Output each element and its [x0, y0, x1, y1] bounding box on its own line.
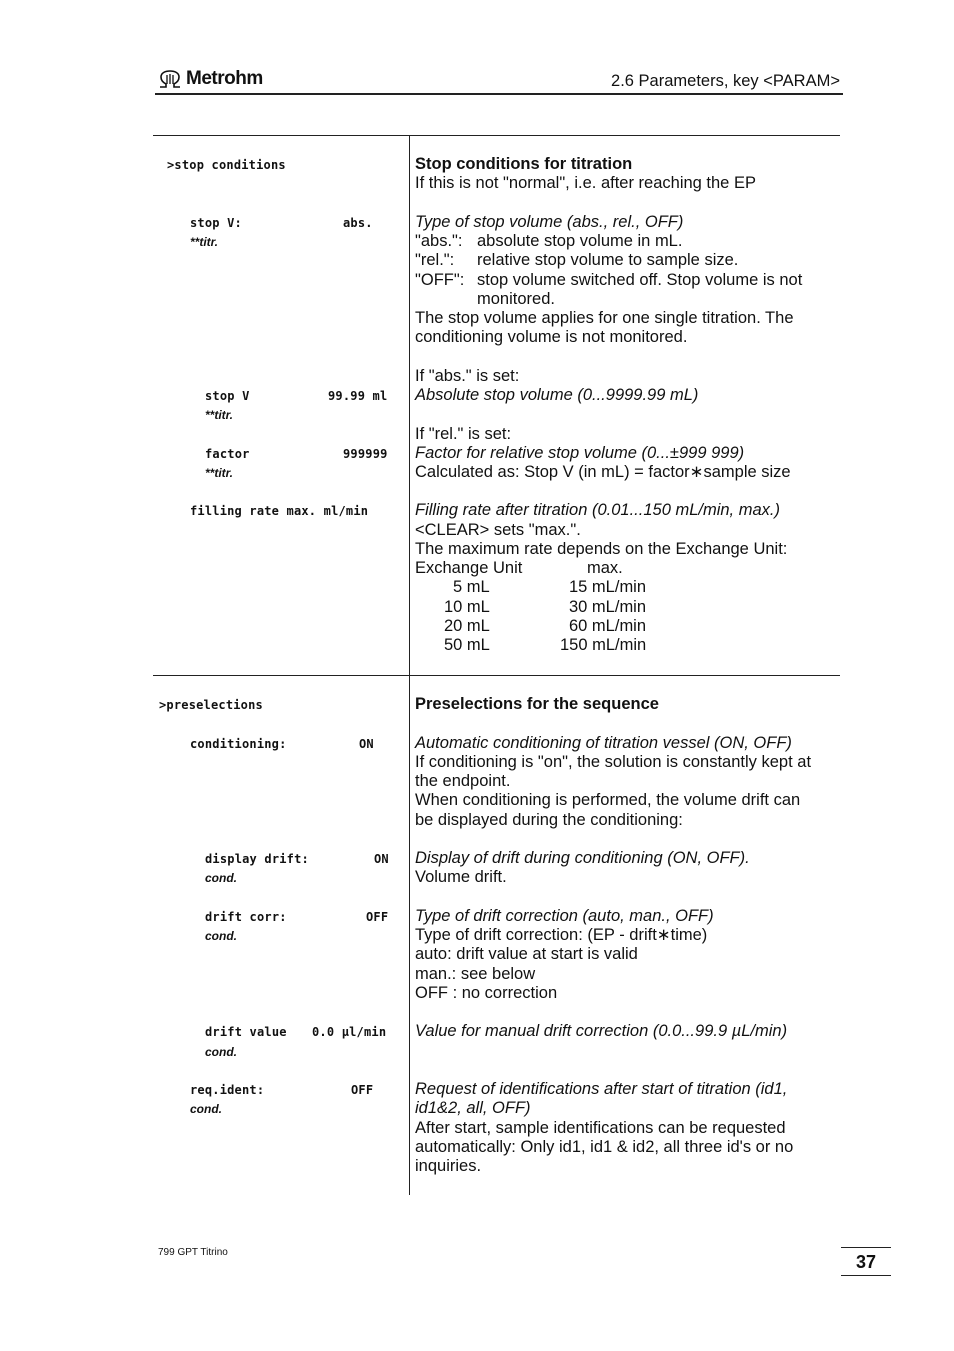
req-ident-title-1: Request of identifications after start of titration (id1, [415, 1080, 788, 1098]
brand-name: Metrohm [186, 68, 263, 89]
if-abs-label: If "abs." is set: [415, 367, 520, 385]
exchange-unit-header: Exchange Unit [415, 559, 523, 577]
req-ident-line-2: automatically: Only id1, id1 & id2, all three id's or no [415, 1138, 794, 1156]
off-desc: stop volume switched off. Stop volume is not [477, 271, 803, 289]
drift-corr-line-4: OFF : no correction [415, 984, 558, 1002]
abs-key: "abs.": [415, 232, 463, 250]
req-ident-title-2: id1&2, all, OFF) [415, 1099, 531, 1117]
rel-key: "rel.": [415, 251, 455, 269]
req-ident-line-3: inquiries. [415, 1157, 482, 1175]
column-divider [409, 135, 410, 1195]
rel-desc: relative stop volume to sample size. [477, 251, 739, 269]
display-drift-title: Display of drift during conditioning (ON, OFF). [415, 849, 750, 867]
unit-row-rate: 30 mL/min [569, 598, 647, 616]
req-ident-sublabel: cond. [190, 1102, 222, 1116]
display-drift-value: ON [374, 852, 389, 866]
conditioning-title: Automatic conditioning of titration vessel (ON, OFF) [415, 734, 792, 752]
drift-value-value: 0.0 µl/min [312, 1025, 387, 1039]
unit-row-rate: 60 mL/min [569, 617, 647, 635]
preselections-heading: >preselections [159, 698, 263, 712]
off-key: "OFF": [415, 271, 465, 289]
footer-product: 799 GPT Titrino [158, 1247, 228, 1258]
max-header: max. [587, 559, 623, 577]
stop-v-label: stop V: [190, 216, 242, 230]
stop-conditions-title: Stop conditions for titration [415, 155, 633, 173]
off-desc-cont: monitored. [477, 290, 555, 308]
table-middle-rule [153, 675, 840, 676]
drift-corr-line-3: man.: see below [415, 965, 536, 983]
conditioning-line-3: When conditioning is performed, the volume drift can [415, 791, 801, 809]
stop-v-sublabel: **titr. [190, 235, 219, 249]
stop-conditions-subtitle: If this is not "normal", i.e. after reaching the EP [415, 174, 756, 192]
stop-volume-sublabel: **titr. [205, 408, 234, 422]
drift-corr-value: OFF [366, 910, 389, 924]
conditioning-label: conditioning: [190, 737, 287, 751]
factor-label: factor [205, 447, 250, 461]
applies-line-1: The stop volume applies for one single titration. The [415, 309, 794, 327]
drift-value-label: drift value [205, 1025, 287, 1039]
clear-note: <CLEAR> sets "max.". [415, 521, 581, 539]
factor-range: Factor for relative stop volume (0...±999 999) [415, 444, 745, 462]
filling-rate-label: filling rate max. ml/min [190, 504, 369, 518]
factor-value: 999999 [343, 447, 388, 461]
stop-type-title: Type of stop volume (abs., rel., OFF) [415, 213, 684, 231]
abs-desc: absolute stop volume in mL. [477, 232, 683, 250]
unit-row-unit: 5 mL [453, 578, 490, 596]
unit-row-rate: 15 mL/min [569, 578, 647, 596]
section-title: 2.6 Parameters, key <PARAM> [611, 72, 840, 90]
req-ident-label: req.ident: [190, 1083, 265, 1097]
if-rel-label: If "rel." is set: [415, 425, 512, 443]
unit-row-unit: 50 mL [444, 636, 490, 654]
applies-line-2: conditioning volume is not monitored. [415, 328, 688, 346]
stop-volume-value: 99.99 ml [328, 389, 388, 403]
unit-row-unit: 10 mL [444, 598, 490, 616]
drift-corr-line-2: auto: drift value at start is valid [415, 945, 638, 963]
metrohm-omega-icon [157, 69, 183, 89]
display-drift-line-1: Volume drift. [415, 868, 507, 886]
drift-corr-line-1: Type of drift correction: (EP - drift∗time) [415, 926, 708, 944]
table-top-rule [153, 135, 840, 136]
stop-volume-label: stop V [205, 389, 250, 403]
factor-sublabel: **titr. [205, 466, 234, 480]
max-rate-note: The maximum rate depends on the Exchange Unit: [415, 540, 788, 558]
filling-rate-title: Filling rate after titration (0.01...150 mL/min, max.) [415, 501, 780, 519]
conditioning-line-2: the endpoint. [415, 772, 511, 790]
conditioning-line-4: be displayed during the conditioning: [415, 811, 683, 829]
stop-v-value: abs. [343, 216, 373, 230]
display-drift-label: display drift: [205, 852, 309, 866]
page-number-rule [841, 1247, 891, 1248]
factor-calculation: Calculated as: Stop V (in mL) = factor∗sample size [415, 463, 791, 481]
conditioning-value: ON [359, 737, 374, 751]
unit-row-rate: 150 mL/min [560, 636, 647, 654]
drift-value-title: Value for manual drift correction (0.0...99.9 µL/min) [415, 1022, 788, 1040]
req-ident-value: OFF [351, 1083, 374, 1097]
conditioning-line-1: If conditioning is "on", the solution is constantly kept at [415, 753, 812, 771]
display-drift-sublabel: cond. [205, 871, 237, 885]
stop-conditions-heading: >stop conditions [167, 158, 286, 172]
unit-row-unit: 20 mL [444, 617, 490, 635]
drift-corr-label: drift corr: [205, 910, 287, 924]
header-rule [155, 93, 843, 95]
preselections-title: Preselections for the sequence [415, 695, 659, 713]
page-number-bottom-rule [841, 1275, 891, 1276]
page-number: 37 [855, 1252, 877, 1272]
abs-range: Absolute stop volume (0...9999.99 mL) [415, 386, 699, 404]
header-logo [157, 67, 263, 91]
drift-corr-title: Type of drift correction (auto, man., OFF) [415, 907, 714, 925]
req-ident-line-1: After start, sample identifications can be requested [415, 1119, 786, 1137]
drift-corr-sublabel: cond. [205, 929, 237, 943]
drift-value-sublabel: cond. [205, 1045, 237, 1059]
